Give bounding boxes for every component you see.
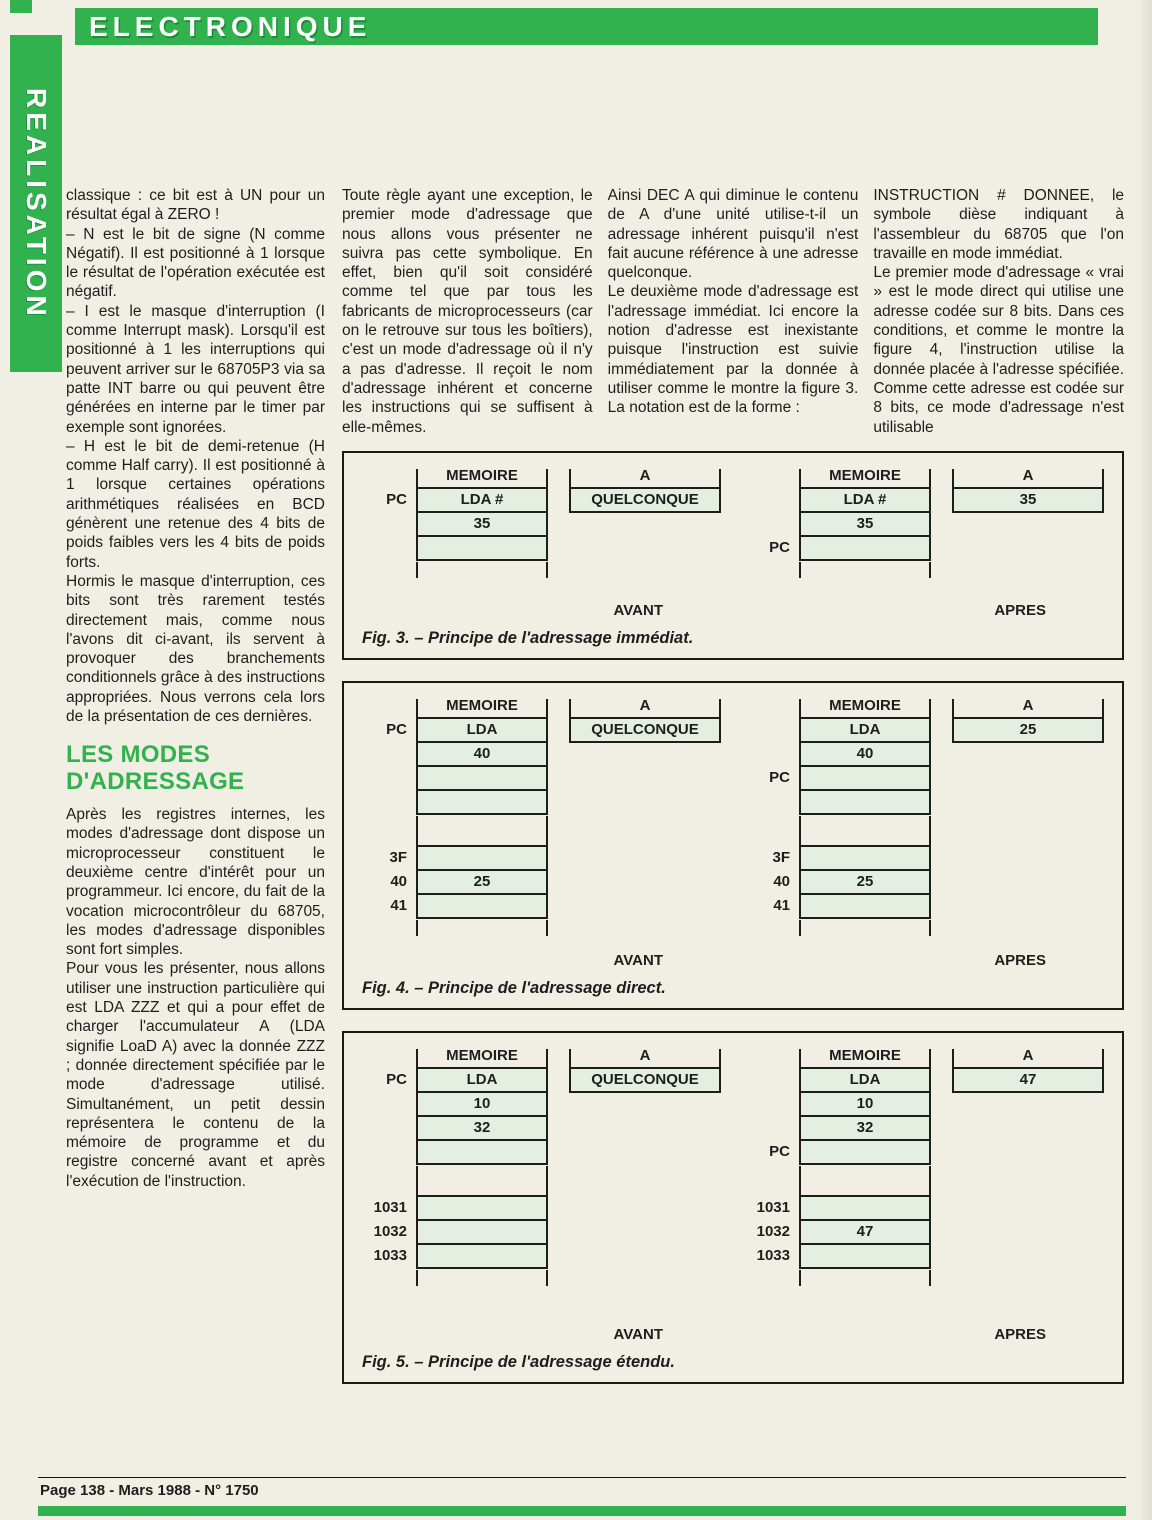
memory-cell	[416, 765, 548, 791]
memory-continuation-marks	[416, 1163, 548, 1197]
memory-continuation-marks	[799, 1267, 931, 1287]
memory-column	[358, 467, 550, 579]
text-column-4	[873, 186, 1124, 437]
paragraph: Toute règle ayant une exception, le premier mode d'adressage que nous allons vous présenter ne suivra pas cette symbolique. En effet, bien qu'il soit considéré comme tel que par tous les fabricants de microprocesseurs (car on le retrouve sur tous les boîtiers), c'est un mode d'adressage où il n'y a pas d'adresse. Il reçoit le nom d'adressage inhérent et concerne les instructions qui se suffisent à elle-mêmes.	[342, 187, 593, 436]
memory-cell: LDA	[416, 717, 548, 743]
address-label: 1033	[756, 1246, 790, 1264]
memory-column-header: MEMOIRE	[416, 697, 548, 719]
memory-diagram-panel	[358, 467, 727, 619]
memory-row	[741, 1067, 933, 1093]
memory-row	[358, 1243, 550, 1269]
memory-continuation-marks	[799, 559, 931, 579]
memory-cell	[416, 893, 548, 919]
pc-pointer-label: PC	[386, 720, 407, 738]
memory-row	[741, 1091, 933, 1117]
memory-row	[741, 1139, 933, 1165]
memory-row	[358, 1091, 550, 1117]
memory-column	[741, 697, 933, 937]
memory-cell	[416, 845, 548, 871]
memory-row	[741, 741, 933, 767]
accumulator-value: 35	[952, 487, 1104, 513]
accumulator-column	[569, 1047, 721, 1093]
memory-row	[358, 1067, 550, 1093]
figure-diagram	[358, 467, 1110, 619]
memory-row	[358, 511, 550, 537]
paragraph: INSTRUCTION # DONNEE, le symbole dièse indiquant à l'assembleur du 68705 que l'on travaille en mode immédiat.	[873, 187, 1125, 262]
figure-diagram	[358, 1047, 1110, 1343]
accumulator-column	[952, 1047, 1104, 1093]
accumulator-value: QUELCONQUE	[569, 717, 721, 743]
pc-pointer-label: PC	[386, 490, 407, 508]
figure-direct-addressing	[342, 681, 1124, 1010]
accumulator-column	[952, 467, 1104, 513]
memory-row	[741, 487, 933, 513]
paragraph: Le premier mode d'adressage « vrai » est le mode direct qui utilise une adresse codée sur 8 bits. Dans ces conditions, et comme le montre la figure 4, l'instruction utilise la donnée placée à l'adresse spécifiée. Comme cette adresse est codée sur 8 bits, ce mode d'adressage n'est utilisable	[873, 264, 1125, 436]
accumulator-column	[952, 697, 1104, 743]
section-heading-modes-adressage: LES MODES D'ADRESSAGE	[66, 741, 245, 795]
memory-diagram-panel	[358, 1047, 727, 1343]
memory-row	[741, 789, 933, 815]
right-region	[342, 186, 1124, 1405]
paragraph: Après les registres internes, les modes d'adressage dont dispose un microprocesseur constituent le deuxième centre d'intérêt pour un programmeur. Ici encore, du fait de la vocation microcontrôleur du 68705, les modes d'adressage disponibles sont fort simples.	[66, 806, 325, 959]
memory-cell: 10	[799, 1091, 931, 1117]
memory-cell	[416, 1195, 548, 1221]
memory-cell: LDA #	[799, 487, 931, 513]
memory-column-header: MEMOIRE	[799, 1047, 931, 1069]
article-body	[66, 186, 1124, 1405]
page-footer	[38, 1477, 1126, 1516]
text-column-3	[608, 186, 859, 437]
paragraph: Ainsi DEC A qui diminue le contenu de A d'une unité utilise-t-il un adressage inhérent puisqu'il n'est fait aucune référence à une adresse quelconque.	[607, 187, 859, 282]
figure-diagram	[358, 697, 1110, 969]
memory-row	[741, 1243, 933, 1269]
memory-row	[358, 845, 550, 871]
memory-diagram-panel	[741, 697, 1110, 969]
accumulator-header: A	[569, 467, 721, 489]
memory-row	[358, 487, 550, 513]
memory-cell	[416, 789, 548, 815]
memory-cell: 25	[416, 869, 548, 895]
memory-cell	[799, 845, 931, 871]
memory-column	[358, 697, 550, 937]
memory-continuation-marks	[799, 1163, 931, 1197]
figures-region	[342, 451, 1124, 1384]
address-label: 3F	[772, 848, 790, 866]
memory-cell: LDA	[799, 1067, 931, 1093]
accumulator-header: A	[952, 467, 1104, 489]
memory-row	[741, 535, 933, 561]
accumulator-value: 25	[952, 717, 1104, 743]
accumulator-header: A	[569, 697, 721, 719]
address-label: 1032	[373, 1222, 407, 1240]
memory-row	[358, 765, 550, 791]
memory-column-header: MEMOIRE	[799, 697, 931, 719]
memory-row	[358, 535, 550, 561]
memory-cell: 32	[416, 1115, 548, 1141]
state-label: AVANT	[613, 1325, 663, 1343]
figure-caption: Fig. 4. – Principe de l'adressage direct.	[362, 978, 666, 997]
memory-row	[358, 789, 550, 815]
state-label: AVANT	[613, 601, 663, 619]
state-label: APRES	[994, 1325, 1046, 1343]
address-label: 40	[390, 872, 407, 890]
address-label: 41	[390, 896, 407, 914]
memory-cell	[416, 1219, 548, 1245]
accumulator-header: A	[952, 1047, 1104, 1069]
memory-cell	[416, 535, 548, 561]
memory-cell: 40	[416, 741, 548, 767]
memory-cell	[799, 1139, 931, 1165]
memory-diagram-panel	[358, 697, 727, 969]
memory-cell	[799, 765, 931, 791]
footer-green-bar	[38, 1506, 1126, 1516]
footer-page-info: Page 138 - Mars 1988 - N° 1750	[40, 1482, 259, 1499]
text-columns-2-4	[342, 186, 1124, 437]
pc-pointer-label: PC	[769, 768, 790, 786]
paragraph: classique : ce bit est à UN pour un résultat égal à ZERO !	[66, 187, 325, 224]
corner-print-mark	[10, 0, 32, 13]
address-label: 1031	[373, 1198, 407, 1216]
memory-row	[741, 511, 933, 537]
memory-continuation-marks	[799, 813, 931, 847]
memory-column-header: MEMOIRE	[416, 1047, 548, 1069]
accumulator-column	[569, 697, 721, 743]
memory-cell: LDA	[799, 717, 931, 743]
memory-row	[741, 1219, 933, 1245]
pc-pointer-label: PC	[769, 1142, 790, 1160]
address-label: 41	[773, 896, 790, 914]
memory-row	[358, 717, 550, 743]
memory-diagram-panel	[741, 467, 1110, 619]
figure-extended-addressing	[342, 1031, 1124, 1384]
address-label: 3F	[389, 848, 407, 866]
state-label: APRES	[994, 951, 1046, 969]
accumulator-header: A	[569, 1047, 721, 1069]
footer-rule	[38, 1477, 1126, 1478]
memory-cell	[799, 893, 931, 919]
accumulator-value: QUELCONQUE	[569, 1067, 721, 1093]
memory-row	[358, 893, 550, 919]
memory-row	[358, 1219, 550, 1245]
figure-caption: Fig. 5. – Principe de l'adressage étendu.	[362, 1352, 675, 1371]
memory-row	[741, 765, 933, 791]
memory-row	[358, 1115, 550, 1141]
address-label: 40	[773, 872, 790, 890]
memory-row	[741, 1195, 933, 1221]
address-label: 1031	[756, 1198, 790, 1216]
paragraph: – H est le bit de demi-retenue (H comme Half carry). Il est positionné à 1 lorsque certaines opérations arithmétiques réalisées en BCD génèrent une retenue des 4 bits de poids faibles vers les 4 bits de poids forts.	[66, 437, 325, 571]
paragraph: Hormis le masque d'interruption, ces bits sont très rarement testés directement mais, comme nous l'avons dit ci-avant, ils servent à provoquer des branchements conditionnels grâce à des instructions appropriées. Nous verrons cela lors de la présentation de ces dernières.	[66, 572, 325, 726]
memory-row	[741, 717, 933, 743]
memory-row	[741, 869, 933, 895]
memory-continuation-marks	[416, 1267, 548, 1287]
memory-cell: 10	[416, 1091, 548, 1117]
memory-continuation-marks	[416, 559, 548, 579]
memory-cell: LDA	[416, 1067, 548, 1093]
memory-cell: 35	[799, 511, 931, 537]
address-label: 1032	[756, 1222, 790, 1240]
memory-column	[358, 1047, 550, 1287]
memory-cell: 40	[799, 741, 931, 767]
paragraph: – N est le bit de signe (N comme Négatif). Il est positionné à 1 lorsque le résultat de l'opération exécutée est négatif.	[66, 225, 325, 301]
accumulator-value: QUELCONQUE	[569, 487, 721, 513]
memory-cell	[416, 1243, 548, 1269]
memory-column	[741, 467, 933, 579]
memory-diagram-panel	[741, 1047, 1110, 1343]
memory-cell	[799, 1195, 931, 1221]
memory-cell: 35	[416, 511, 548, 537]
section-banner-electronique: ELECTRONIQUE	[75, 8, 1098, 45]
memory-row	[741, 1115, 933, 1141]
memory-cell	[799, 535, 931, 561]
memory-continuation-marks	[416, 813, 548, 847]
memory-column-header: MEMOIRE	[416, 467, 548, 489]
paragraph: – I est le masque d'interruption (I comme Interrupt mask). Lorsqu'il est positionné à 1 les interruptions qui peuvent arriver sur le 68705P3 via sa patte INT barre ou qui peuvent être générées en interne par le timer par exemple sont ignorées.	[66, 302, 325, 436]
side-banner-realisation: REALISATION	[10, 35, 62, 372]
memory-row	[358, 741, 550, 767]
accumulator-value: 47	[952, 1067, 1104, 1093]
memory-row	[741, 893, 933, 919]
memory-cell	[799, 1243, 931, 1269]
address-label: 1033	[373, 1246, 407, 1264]
memory-row	[358, 1195, 550, 1221]
pc-pointer-label: PC	[386, 1070, 407, 1088]
accumulator-column	[569, 467, 721, 513]
paragraph: Le deuxième mode d'adressage est l'adressage immédiat. Ici encore la notion d'adresse est inexistante puisque l'instruction est suivie immédiatement par la donnée à utiliser comme le montre la figure 3. La notation est de la forme :	[607, 283, 859, 417]
figure-caption: Fig. 3. – Principe de l'adressage immédiat.	[362, 628, 694, 647]
text-column-2	[342, 186, 593, 437]
memory-cell: LDA #	[416, 487, 548, 513]
figure-immediate-addressing	[342, 451, 1124, 660]
memory-column-header: MEMOIRE	[799, 467, 931, 489]
paragraph: Pour vous les présenter, nous allons utiliser une instruction particulière qui est LDA ZZZ et qui a pour effet de charger l'accumulateur A (LDA signifie LoaD A) avec la donnée ZZZ ; donnée directement spécifiée par le mode d'adressage utilisé. Simultanément, un petit dessin représentera le contenu de la mémoire de programme et du registre concerné avant et après l'exécution de l'instruction.	[66, 960, 325, 1190]
memory-continuation-marks	[416, 917, 548, 937]
memory-row	[358, 1139, 550, 1165]
memory-cell	[416, 1139, 548, 1165]
memory-column	[741, 1047, 933, 1287]
state-label: AVANT	[613, 951, 663, 969]
memory-cell: 47	[799, 1219, 931, 1245]
memory-continuation-marks	[799, 917, 931, 937]
accumulator-header: A	[952, 697, 1104, 719]
memory-cell	[799, 789, 931, 815]
memory-cell: 25	[799, 869, 931, 895]
memory-row	[358, 869, 550, 895]
text-column-1	[66, 186, 325, 1405]
pc-pointer-label: PC	[769, 538, 790, 556]
memory-cell: 32	[799, 1115, 931, 1141]
state-label: APRES	[994, 601, 1046, 619]
memory-row	[741, 845, 933, 871]
